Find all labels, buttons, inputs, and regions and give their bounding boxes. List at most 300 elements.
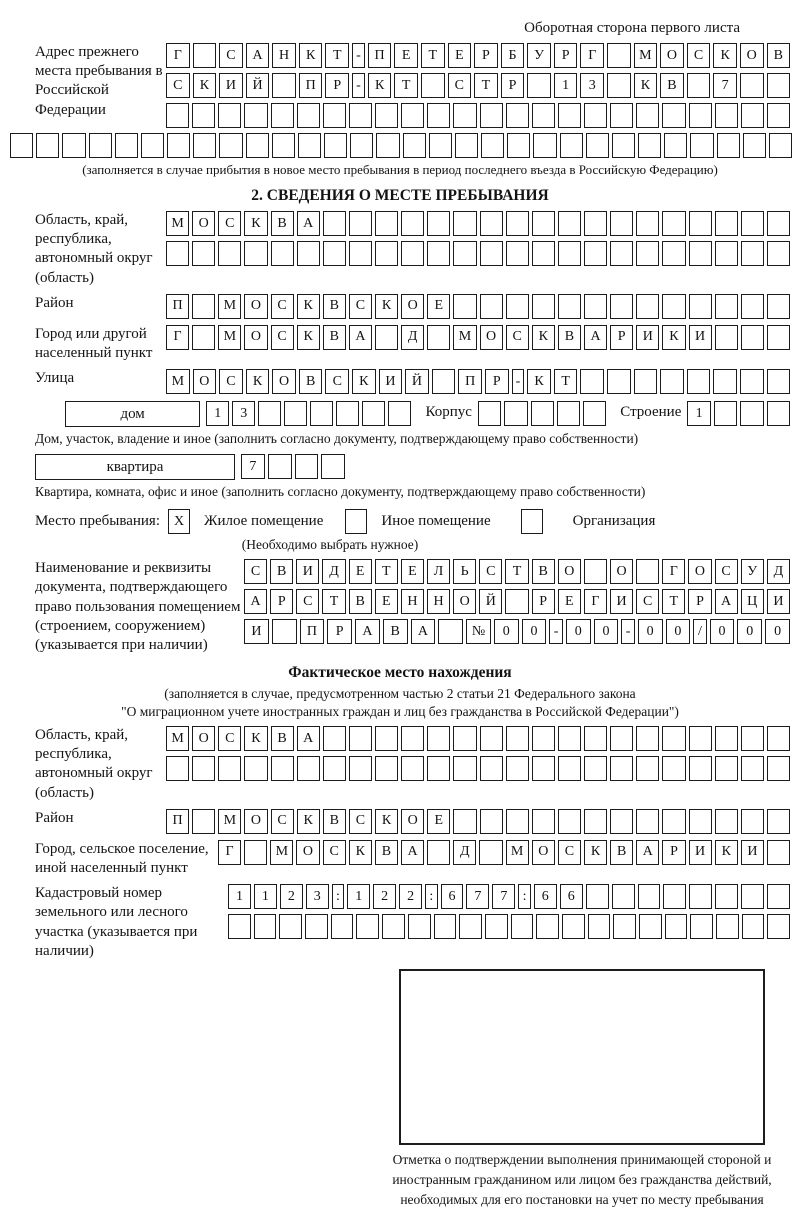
char-cell[interactable] bbox=[715, 809, 738, 834]
char-cell[interactable] bbox=[349, 756, 372, 781]
char-cell[interactable] bbox=[610, 103, 633, 128]
char-cell[interactable] bbox=[767, 325, 790, 350]
char-cell[interactable]: Р bbox=[688, 589, 711, 614]
char-cell[interactable] bbox=[584, 809, 607, 834]
char-cell[interactable]: С bbox=[325, 369, 349, 394]
char-cell[interactable]: К bbox=[246, 369, 270, 394]
char-cell[interactable]: А bbox=[244, 589, 267, 614]
char-cell[interactable] bbox=[767, 726, 790, 751]
char-cell[interactable]: С bbox=[349, 809, 372, 834]
char-cell[interactable] bbox=[584, 241, 607, 266]
char-cell[interactable] bbox=[192, 325, 215, 350]
char-cell[interactable]: С bbox=[271, 294, 294, 319]
char-cell[interactable]: Е bbox=[427, 809, 450, 834]
char-cell[interactable]: В bbox=[532, 559, 555, 584]
char-cell[interactable]: Й bbox=[246, 73, 270, 98]
char-cell[interactable]: С bbox=[218, 726, 241, 751]
char-cell[interactable]: К bbox=[244, 211, 267, 236]
char-cell[interactable]: К bbox=[715, 840, 738, 865]
char-cell[interactable]: О bbox=[532, 840, 555, 865]
char-cell[interactable] bbox=[715, 294, 738, 319]
char-cell[interactable]: Т bbox=[474, 73, 498, 98]
char-cell[interactable]: И bbox=[610, 589, 633, 614]
char-cell[interactable] bbox=[558, 294, 581, 319]
char-cell[interactable]: У bbox=[527, 43, 551, 68]
char-cell[interactable]: С bbox=[448, 73, 472, 98]
char-cell[interactable] bbox=[310, 401, 333, 426]
char-cell[interactable] bbox=[558, 726, 581, 751]
char-cell[interactable] bbox=[272, 133, 295, 158]
char-cell[interactable]: А bbox=[584, 325, 607, 350]
char-cell[interactable] bbox=[115, 133, 138, 158]
char-cell[interactable] bbox=[272, 619, 297, 644]
char-cell[interactable] bbox=[717, 133, 740, 158]
char-cell[interactable]: Р bbox=[554, 43, 578, 68]
char-cell[interactable]: С bbox=[479, 559, 502, 584]
char-cell[interactable] bbox=[741, 241, 764, 266]
char-cell[interactable] bbox=[453, 211, 476, 236]
char-cell[interactable]: М bbox=[166, 726, 189, 751]
char-cell[interactable]: Г bbox=[166, 43, 190, 68]
char-cell[interactable] bbox=[767, 809, 790, 834]
char-cell[interactable]: П bbox=[458, 369, 482, 394]
char-cell[interactable] bbox=[741, 103, 764, 128]
char-cell[interactable]: С bbox=[558, 840, 581, 865]
char-cell[interactable]: О bbox=[453, 589, 476, 614]
char-cell[interactable] bbox=[193, 43, 217, 68]
char-cell[interactable] bbox=[297, 103, 320, 128]
char-cell[interactable] bbox=[36, 133, 59, 158]
char-cell[interactable]: С bbox=[349, 294, 372, 319]
char-cell[interactable] bbox=[741, 809, 764, 834]
char-cell[interactable] bbox=[166, 756, 189, 781]
char-cell[interactable]: Т bbox=[394, 73, 418, 98]
char-cell[interactable] bbox=[376, 133, 399, 158]
char-cell[interactable]: Е bbox=[448, 43, 472, 68]
char-cell[interactable] bbox=[323, 103, 346, 128]
char-cell[interactable]: П bbox=[166, 809, 189, 834]
char-cell[interactable]: Н bbox=[272, 43, 296, 68]
char-cell[interactable]: - bbox=[352, 73, 365, 98]
char-cell[interactable] bbox=[636, 756, 659, 781]
char-cell[interactable] bbox=[767, 884, 790, 909]
char-cell[interactable] bbox=[349, 211, 372, 236]
char-cell[interactable] bbox=[610, 241, 633, 266]
char-cell[interactable]: Е bbox=[558, 589, 581, 614]
char-cell[interactable] bbox=[584, 211, 607, 236]
char-cell[interactable] bbox=[767, 294, 790, 319]
char-cell[interactable] bbox=[218, 756, 241, 781]
char-cell[interactable]: Ц bbox=[741, 589, 764, 614]
char-cell[interactable]: Т bbox=[325, 43, 349, 68]
char-cell[interactable]: С bbox=[636, 589, 659, 614]
char-cell[interactable]: 0 bbox=[710, 619, 735, 644]
char-cell[interactable] bbox=[610, 294, 633, 319]
char-cell[interactable] bbox=[636, 294, 659, 319]
char-cell[interactable]: Г bbox=[662, 559, 685, 584]
char-cell[interactable] bbox=[558, 241, 581, 266]
char-cell[interactable]: К bbox=[193, 73, 217, 98]
char-cell[interactable]: - bbox=[512, 369, 525, 394]
char-cell[interactable]: В bbox=[271, 211, 294, 236]
char-cell[interactable]: 0 bbox=[522, 619, 547, 644]
char-cell[interactable]: Т bbox=[505, 559, 528, 584]
char-cell[interactable]: Л bbox=[427, 559, 450, 584]
char-cell[interactable]: М bbox=[166, 369, 190, 394]
char-cell[interactable]: Г bbox=[166, 325, 189, 350]
char-cell[interactable]: 0 bbox=[494, 619, 519, 644]
char-cell[interactable]: С bbox=[271, 325, 294, 350]
char-cell[interactable] bbox=[506, 241, 529, 266]
char-cell[interactable]: В bbox=[660, 73, 684, 98]
char-cell[interactable]: 1 bbox=[228, 884, 251, 909]
char-cell[interactable] bbox=[505, 589, 528, 614]
char-cell[interactable] bbox=[715, 325, 738, 350]
char-cell[interactable] bbox=[434, 914, 457, 939]
char-cell[interactable] bbox=[690, 914, 713, 939]
char-cell[interactable]: К bbox=[375, 809, 398, 834]
char-cell[interactable] bbox=[375, 241, 398, 266]
char-cell[interactable] bbox=[532, 726, 555, 751]
char-cell[interactable] bbox=[613, 914, 636, 939]
char-cell[interactable]: 0 bbox=[765, 619, 790, 644]
char-cell[interactable] bbox=[689, 726, 712, 751]
char-cell[interactable] bbox=[481, 133, 504, 158]
char-cell[interactable] bbox=[767, 369, 791, 394]
char-cell[interactable]: Е bbox=[394, 43, 418, 68]
char-cell[interactable]: П bbox=[166, 294, 189, 319]
char-cell[interactable]: А bbox=[715, 589, 738, 614]
char-cell[interactable]: С bbox=[687, 43, 711, 68]
char-cell[interactable] bbox=[362, 401, 385, 426]
char-cell[interactable]: В bbox=[323, 294, 346, 319]
char-cell[interactable]: М bbox=[166, 211, 189, 236]
char-cell[interactable] bbox=[375, 325, 398, 350]
char-cell[interactable]: К bbox=[349, 840, 372, 865]
char-cell[interactable]: Е bbox=[401, 559, 424, 584]
char-cell[interactable] bbox=[403, 133, 426, 158]
char-cell[interactable]: 3 bbox=[580, 73, 604, 98]
char-cell[interactable] bbox=[715, 726, 738, 751]
char-cell[interactable] bbox=[455, 133, 478, 158]
char-cell[interactable] bbox=[612, 884, 635, 909]
char-cell[interactable]: В bbox=[610, 840, 633, 865]
char-cell[interactable]: О bbox=[192, 211, 215, 236]
char-cell[interactable] bbox=[506, 726, 529, 751]
char-cell[interactable] bbox=[388, 401, 411, 426]
char-cell[interactable] bbox=[662, 756, 685, 781]
char-cell[interactable]: И bbox=[689, 325, 712, 350]
char-cell[interactable] bbox=[664, 133, 687, 158]
char-cell[interactable] bbox=[271, 103, 294, 128]
char-cell[interactable] bbox=[453, 241, 476, 266]
char-cell[interactable] bbox=[531, 401, 554, 426]
char-cell[interactable]: П bbox=[368, 43, 392, 68]
char-cell[interactable] bbox=[715, 756, 738, 781]
char-cell[interactable]: С bbox=[715, 559, 738, 584]
char-cell[interactable] bbox=[665, 914, 688, 939]
char-cell[interactable] bbox=[504, 401, 527, 426]
char-cell[interactable]: О bbox=[401, 809, 424, 834]
char-cell[interactable] bbox=[533, 133, 556, 158]
char-cell[interactable]: Р bbox=[270, 589, 293, 614]
char-cell[interactable]: Р bbox=[325, 73, 349, 98]
char-cell[interactable]: К bbox=[713, 43, 737, 68]
char-cell[interactable] bbox=[769, 133, 792, 158]
char-cell[interactable]: В bbox=[767, 43, 791, 68]
char-cell[interactable] bbox=[636, 103, 659, 128]
char-cell[interactable]: И bbox=[767, 589, 790, 614]
char-cell[interactable]: К bbox=[634, 73, 658, 98]
char-cell[interactable] bbox=[321, 454, 345, 479]
char-cell[interactable] bbox=[297, 756, 320, 781]
char-cell[interactable]: М bbox=[634, 43, 658, 68]
char-cell[interactable] bbox=[305, 914, 328, 939]
char-cell[interactable] bbox=[536, 914, 559, 939]
char-cell[interactable]: Р bbox=[532, 589, 555, 614]
char-cell[interactable] bbox=[141, 133, 164, 158]
char-cell[interactable]: М bbox=[270, 840, 293, 865]
char-cell[interactable]: М bbox=[218, 325, 241, 350]
char-cell[interactable] bbox=[687, 73, 711, 98]
char-cell[interactable]: О bbox=[660, 43, 684, 68]
char-cell[interactable]: Б bbox=[501, 43, 525, 68]
char-cell[interactable] bbox=[610, 809, 633, 834]
char-cell[interactable] bbox=[716, 914, 739, 939]
char-cell[interactable] bbox=[244, 840, 267, 865]
char-cell[interactable]: Р bbox=[610, 325, 633, 350]
char-cell[interactable] bbox=[690, 133, 713, 158]
char-cell[interactable]: 7 bbox=[713, 73, 737, 98]
char-cell[interactable]: М bbox=[218, 294, 241, 319]
char-cell[interactable]: Р bbox=[474, 43, 498, 68]
char-cell[interactable]: В bbox=[270, 559, 293, 584]
char-cell[interactable]: 6 bbox=[441, 884, 464, 909]
char-cell[interactable] bbox=[356, 914, 379, 939]
char-cell[interactable] bbox=[244, 103, 267, 128]
char-cell[interactable] bbox=[254, 914, 277, 939]
char-cell[interactable]: П bbox=[300, 619, 325, 644]
char-cell[interactable] bbox=[244, 241, 267, 266]
char-cell[interactable] bbox=[506, 103, 529, 128]
char-cell[interactable]: К bbox=[297, 325, 320, 350]
char-cell[interactable]: О bbox=[610, 559, 633, 584]
char-cell[interactable] bbox=[767, 103, 790, 128]
char-cell[interactable]: О bbox=[244, 809, 267, 834]
char-cell[interactable]: Й bbox=[405, 369, 429, 394]
char-cell[interactable] bbox=[715, 211, 738, 236]
char-cell[interactable] bbox=[713, 369, 737, 394]
char-cell[interactable] bbox=[382, 914, 405, 939]
char-cell[interactable] bbox=[480, 211, 503, 236]
char-cell[interactable] bbox=[715, 241, 738, 266]
char-cell[interactable]: А bbox=[401, 840, 424, 865]
char-cell[interactable]: О bbox=[558, 559, 581, 584]
char-cell[interactable] bbox=[295, 454, 319, 479]
char-cell[interactable]: - bbox=[621, 619, 634, 644]
char-cell[interactable]: К bbox=[527, 369, 551, 394]
char-cell[interactable] bbox=[480, 809, 503, 834]
char-cell[interactable]: О bbox=[401, 294, 424, 319]
char-cell[interactable]: О bbox=[688, 559, 711, 584]
stay-type-checkbox-organization[interactable] bbox=[521, 509, 543, 534]
char-cell[interactable]: 2 bbox=[280, 884, 303, 909]
char-cell[interactable]: 1 bbox=[687, 401, 710, 426]
char-cell[interactable]: А bbox=[636, 840, 659, 865]
char-cell[interactable]: О bbox=[192, 726, 215, 751]
char-cell[interactable] bbox=[350, 133, 373, 158]
char-cell[interactable] bbox=[740, 369, 764, 394]
char-cell[interactable]: Е bbox=[349, 559, 372, 584]
char-cell[interactable] bbox=[662, 294, 685, 319]
char-cell[interactable]: О bbox=[193, 369, 217, 394]
char-cell[interactable]: Т bbox=[421, 43, 445, 68]
char-cell[interactable]: М bbox=[506, 840, 529, 865]
char-cell[interactable] bbox=[401, 211, 424, 236]
char-cell[interactable] bbox=[607, 73, 631, 98]
char-cell[interactable] bbox=[580, 369, 604, 394]
char-cell[interactable] bbox=[271, 756, 294, 781]
char-cell[interactable] bbox=[532, 211, 555, 236]
char-cell[interactable]: Т bbox=[662, 589, 685, 614]
char-cell[interactable] bbox=[532, 241, 555, 266]
char-cell[interactable]: В bbox=[383, 619, 408, 644]
char-cell[interactable] bbox=[401, 103, 424, 128]
char-cell[interactable] bbox=[193, 133, 216, 158]
char-cell[interactable] bbox=[298, 133, 321, 158]
char-cell[interactable] bbox=[192, 103, 215, 128]
char-cell[interactable] bbox=[741, 884, 764, 909]
char-cell[interactable] bbox=[480, 756, 503, 781]
char-cell[interactable]: 7 bbox=[466, 884, 489, 909]
char-cell[interactable]: М bbox=[218, 809, 241, 834]
char-cell[interactable]: У bbox=[741, 559, 764, 584]
char-cell[interactable]: И bbox=[636, 325, 659, 350]
char-cell[interactable] bbox=[10, 133, 33, 158]
char-cell[interactable]: К bbox=[299, 43, 323, 68]
char-cell[interactable]: К bbox=[375, 294, 398, 319]
char-cell[interactable] bbox=[432, 369, 456, 394]
char-cell[interactable] bbox=[349, 241, 372, 266]
char-cell[interactable]: К bbox=[352, 369, 376, 394]
char-cell[interactable] bbox=[166, 103, 189, 128]
char-cell[interactable] bbox=[228, 914, 251, 939]
char-cell[interactable]: Г bbox=[580, 43, 604, 68]
char-cell[interactable] bbox=[663, 884, 686, 909]
char-cell[interactable]: О bbox=[272, 369, 296, 394]
char-cell[interactable] bbox=[268, 454, 292, 479]
char-cell[interactable]: 0 bbox=[666, 619, 691, 644]
char-cell[interactable] bbox=[636, 809, 659, 834]
char-cell[interactable] bbox=[584, 726, 607, 751]
char-cell[interactable]: 7 bbox=[492, 884, 515, 909]
char-cell[interactable]: О bbox=[296, 840, 319, 865]
char-cell[interactable]: В bbox=[323, 325, 346, 350]
char-cell[interactable] bbox=[478, 401, 501, 426]
char-cell[interactable] bbox=[767, 401, 790, 426]
char-cell[interactable]: А bbox=[297, 726, 320, 751]
char-cell[interactable]: Т bbox=[375, 559, 398, 584]
char-cell[interactable] bbox=[349, 103, 372, 128]
char-cell[interactable] bbox=[218, 103, 241, 128]
char-cell[interactable] bbox=[638, 884, 661, 909]
char-cell[interactable]: Д bbox=[453, 840, 476, 865]
char-cell[interactable] bbox=[323, 241, 346, 266]
char-cell[interactable] bbox=[506, 211, 529, 236]
char-cell[interactable]: А bbox=[246, 43, 270, 68]
char-cell[interactable] bbox=[323, 756, 346, 781]
char-cell[interactable] bbox=[584, 559, 607, 584]
char-cell[interactable]: О bbox=[244, 325, 267, 350]
char-cell[interactable]: О bbox=[480, 325, 503, 350]
char-cell[interactable]: Д bbox=[322, 559, 345, 584]
char-cell[interactable]: Т bbox=[554, 369, 578, 394]
char-cell[interactable] bbox=[532, 294, 555, 319]
char-cell[interactable] bbox=[558, 809, 581, 834]
char-cell[interactable] bbox=[610, 726, 633, 751]
char-cell[interactable]: / bbox=[693, 619, 706, 644]
char-cell[interactable]: А bbox=[349, 325, 372, 350]
char-cell[interactable] bbox=[480, 294, 503, 319]
char-cell[interactable] bbox=[607, 43, 631, 68]
char-cell[interactable] bbox=[558, 103, 581, 128]
char-cell[interactable] bbox=[532, 103, 555, 128]
char-cell[interactable] bbox=[583, 401, 606, 426]
char-cell[interactable] bbox=[375, 726, 398, 751]
char-cell[interactable] bbox=[584, 294, 607, 319]
char-cell[interactable]: Р bbox=[662, 840, 685, 865]
char-cell[interactable] bbox=[192, 294, 215, 319]
char-cell[interactable]: 2 bbox=[399, 884, 422, 909]
char-cell[interactable] bbox=[401, 726, 424, 751]
char-cell[interactable] bbox=[767, 73, 791, 98]
char-cell[interactable]: А bbox=[355, 619, 380, 644]
char-cell[interactable] bbox=[480, 726, 503, 751]
char-cell[interactable] bbox=[660, 369, 684, 394]
char-cell[interactable]: Е bbox=[427, 294, 450, 319]
char-cell[interactable]: Ь bbox=[453, 559, 476, 584]
char-cell[interactable]: В bbox=[558, 325, 581, 350]
char-cell[interactable] bbox=[421, 73, 445, 98]
stay-type-checkbox-other[interactable] bbox=[345, 509, 367, 534]
char-cell[interactable] bbox=[258, 401, 281, 426]
char-cell[interactable] bbox=[558, 211, 581, 236]
char-cell[interactable]: Т bbox=[322, 589, 345, 614]
char-cell[interactable]: П bbox=[299, 73, 323, 98]
char-cell[interactable]: И bbox=[244, 619, 269, 644]
char-cell[interactable] bbox=[689, 211, 712, 236]
char-cell[interactable] bbox=[610, 756, 633, 781]
char-cell[interactable]: Д bbox=[767, 559, 790, 584]
char-cell[interactable] bbox=[480, 103, 503, 128]
char-cell[interactable] bbox=[375, 211, 398, 236]
char-cell[interactable]: Р bbox=[327, 619, 352, 644]
char-cell[interactable]: 3 bbox=[306, 884, 329, 909]
char-cell[interactable]: С bbox=[506, 325, 529, 350]
char-cell[interactable] bbox=[427, 840, 450, 865]
char-cell[interactable]: 3 bbox=[232, 401, 255, 426]
char-cell[interactable] bbox=[218, 241, 241, 266]
char-cell[interactable]: О bbox=[244, 294, 267, 319]
char-cell[interactable]: В bbox=[271, 726, 294, 751]
char-cell[interactable] bbox=[741, 294, 764, 319]
char-cell[interactable] bbox=[427, 325, 450, 350]
char-cell[interactable]: Й bbox=[479, 589, 502, 614]
char-cell[interactable] bbox=[279, 914, 302, 939]
char-cell[interactable] bbox=[741, 211, 764, 236]
char-cell[interactable]: С bbox=[244, 559, 267, 584]
char-cell[interactable]: В bbox=[299, 369, 323, 394]
